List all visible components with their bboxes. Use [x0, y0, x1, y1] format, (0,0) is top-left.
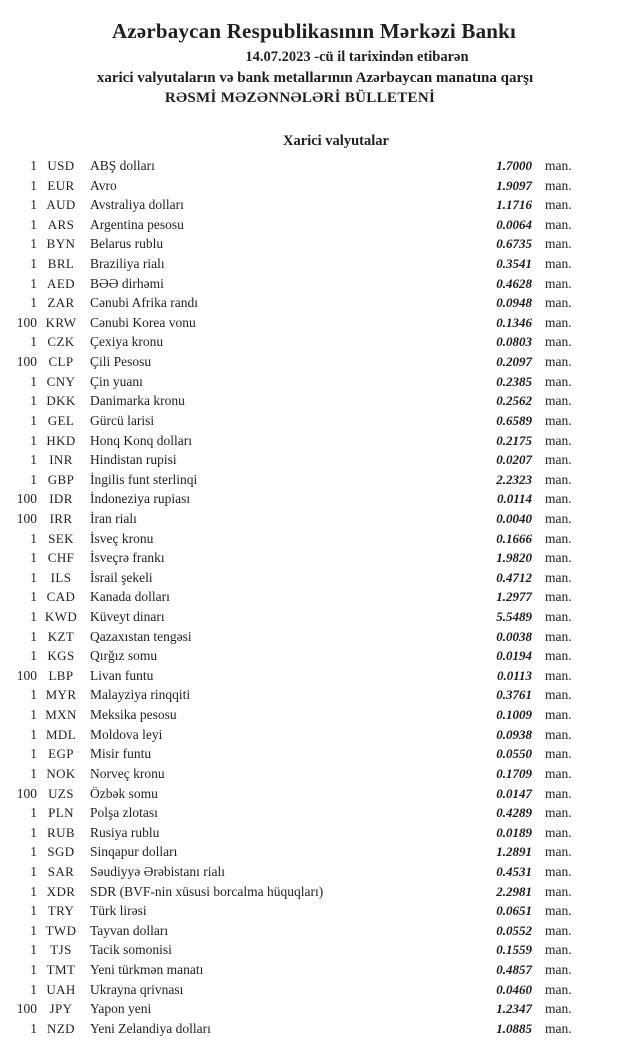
currency-name: ABŞ dolları	[90, 158, 155, 173]
currency-row	[0, 156, 620, 176]
unit-label: man.	[545, 785, 572, 801]
currency-name: İsveçrə frankı	[90, 550, 165, 566]
currency-row	[0, 705, 620, 725]
currency-name: Moldova leyi	[90, 726, 163, 742]
unit-label: man.	[545, 452, 572, 468]
currency-name: Honq Konq dolları	[90, 432, 192, 448]
currency-code: KGS	[47, 648, 75, 664]
unit-label: man.	[545, 609, 572, 625]
currency-code: MYR	[45, 687, 77, 703]
currency-code: CNY	[46, 373, 76, 389]
currency-name: Misir funtu	[90, 746, 152, 762]
currency-name: Yapon yeni	[90, 1001, 152, 1017]
currency-name: Ukrayna qrivnası	[90, 981, 184, 997]
currency-row	[0, 646, 620, 666]
rate-value: 1.1716	[496, 197, 532, 213]
unit-label: man.	[545, 275, 572, 291]
currency-code: UAH	[46, 981, 76, 997]
currency-row	[0, 803, 620, 823]
currency-code: AUD	[46, 197, 76, 213]
rate-value: 0.1666	[496, 530, 532, 546]
currency-code: CZK	[47, 334, 75, 350]
currency-row	[0, 823, 620, 843]
bank-title: Azərbaycan Respublikasının Mərkəzi Bankı	[111, 19, 517, 43]
currency-name: SDR (BVF-nin xüsusi borcalma hüquqları)	[90, 883, 324, 899]
rate-value: 0.0948	[496, 295, 532, 311]
unit-label: man.	[545, 334, 572, 350]
currency-row	[0, 744, 620, 764]
currency-row	[0, 372, 620, 392]
currency-name: Avstraliya dolları	[90, 197, 184, 213]
currency-row	[0, 489, 620, 509]
rate-value: 0.0552	[496, 922, 532, 938]
currency-row	[0, 882, 620, 902]
currency-name: Qırğız somu	[90, 648, 158, 664]
quantity: 1	[30, 295, 37, 311]
quantity: 1	[30, 707, 37, 723]
currency-row	[0, 450, 620, 470]
currency-code: CLP	[48, 354, 74, 370]
currency-row	[0, 568, 620, 588]
rate-value: 0.0147	[496, 785, 532, 801]
unit-label: man.	[545, 707, 572, 723]
unit-label: man.	[545, 863, 572, 879]
quantity: 1	[30, 648, 37, 664]
unit-label: man.	[545, 1020, 572, 1036]
currency-name: Tacik somonisi	[90, 942, 172, 958]
quantity: 100	[16, 667, 37, 683]
rate-value: 0.0038	[496, 628, 532, 644]
currency-name: Yeni Zelandiya dolları	[90, 1020, 211, 1036]
rate-value: 0.0460	[496, 981, 532, 997]
currency-name: Yeni türkmən manatı	[90, 961, 204, 977]
currency-name: İndoneziya rupiası	[90, 491, 191, 507]
currency-code: GBP	[47, 471, 75, 487]
currency-code: KZT	[47, 628, 75, 644]
currency-code: TRY	[47, 903, 75, 919]
currency-name: Danimarka kronu	[90, 393, 185, 409]
unit-label: man.	[545, 961, 572, 977]
unit-label: man.	[545, 550, 572, 566]
currency-code: TJS	[50, 942, 72, 958]
rate-value: 0.2562	[496, 393, 532, 409]
currency-row	[0, 293, 620, 313]
quantity: 1	[30, 942, 37, 958]
currency-row	[0, 215, 620, 235]
unit-label: man.	[545, 765, 572, 781]
currency-name: İngilis funt sterlinqi	[90, 471, 198, 487]
currency-row	[0, 999, 620, 1019]
currency-code: GEL	[47, 412, 75, 428]
unit-label: man.	[545, 824, 572, 840]
unit-label: man.	[545, 648, 572, 664]
unit-label: man.	[545, 903, 572, 919]
currency-code: AED	[47, 275, 75, 291]
rate-value: 0.0189	[496, 824, 532, 840]
currency-name: Polşa zlotası	[90, 805, 158, 821]
rate-value: 1.9820	[496, 550, 532, 566]
rate-value: 0.3541	[496, 256, 532, 272]
unit-label: man.	[545, 510, 572, 526]
currency-name: Türk lirəsi	[90, 903, 147, 919]
currency-code: USD	[47, 158, 75, 173]
currency-code: MDL	[45, 726, 77, 742]
unit-label: man.	[545, 432, 572, 448]
currency-code: KWD	[44, 609, 78, 625]
currency-name: Braziliya rialı	[90, 256, 165, 272]
rate-value: 0.6589	[496, 412, 532, 428]
currency-name: Livan funtu	[90, 667, 154, 683]
currency-row	[0, 234, 620, 254]
rate-value: 0.0803	[496, 334, 532, 350]
section-title-foreign-currencies: Xarici valyutalar	[283, 133, 389, 149]
rate-value: 0.1009	[496, 707, 532, 723]
currency-name: BƏƏ dirhəmi	[90, 275, 164, 291]
quantity: 1	[30, 412, 37, 428]
quantity: 1	[30, 334, 37, 350]
currency-name: Hindistan rupisi	[90, 452, 177, 468]
currency-row	[0, 764, 620, 784]
unit-label: man.	[545, 981, 572, 997]
rate-value: 0.0113	[496, 667, 532, 683]
currency-code: RUB	[47, 824, 75, 840]
currency-row	[0, 431, 620, 451]
quantity: 1	[30, 628, 37, 644]
quantity: 1	[30, 981, 37, 997]
rate-value: 1.9097	[496, 177, 532, 193]
currency-row	[0, 195, 620, 215]
unit-label: man.	[545, 354, 572, 370]
currency-name: Gürcü larisi	[90, 412, 155, 428]
currency-row	[0, 548, 620, 568]
currency-code: ILS	[50, 569, 72, 585]
currency-code: SEK	[48, 530, 74, 546]
currency-name: Tayvan dolları	[90, 922, 169, 938]
currency-code: SGD	[47, 844, 75, 860]
quantity: 1	[30, 275, 37, 291]
currency-code: BRL	[47, 256, 75, 272]
rate-value: 0.0194	[496, 648, 532, 664]
rate-value: 2.2981	[496, 883, 532, 899]
rate-value: 2.2323	[496, 471, 532, 487]
bulletin-title: RƏSMİ MƏZƏNNƏLƏRİ BÜLLETENİ	[164, 90, 436, 106]
unit-label: man.	[545, 412, 572, 428]
currency-row	[0, 470, 620, 490]
unit-label: man.	[545, 393, 572, 409]
currency-row	[0, 274, 620, 294]
currency-row	[0, 980, 620, 1000]
unit-label: man.	[545, 569, 572, 585]
unit-label: man.	[545, 373, 572, 389]
quantity: 1	[30, 844, 37, 860]
quantity: 1	[30, 569, 37, 585]
currency-row	[0, 411, 620, 431]
rate-value: 0.0114	[496, 491, 532, 507]
currency-row	[0, 607, 620, 627]
rate-value: 0.1559	[496, 942, 532, 958]
unit-label: man.	[545, 746, 572, 762]
rate-value: 1.2347	[496, 1001, 532, 1017]
currency-row	[0, 685, 620, 705]
unit-label: man.	[545, 471, 572, 487]
currency-row	[0, 666, 620, 686]
rate-value: 0.6735	[496, 236, 532, 252]
quantity: 1	[30, 1020, 37, 1036]
currency-name: İran rialı	[90, 510, 137, 526]
currency-name: Çin yuanı	[90, 373, 143, 389]
rate-value: 0.0938	[496, 726, 532, 742]
unit-label: man.	[545, 589, 572, 605]
unit-label: man.	[545, 295, 572, 311]
currency-code: BYN	[46, 236, 76, 252]
unit-label: man.	[545, 1001, 572, 1017]
quantity: 1	[30, 256, 37, 272]
currency-row	[0, 352, 620, 372]
currency-name: Cənubi Korea vonu	[90, 314, 196, 330]
currency-code: JPY	[49, 1001, 73, 1017]
subtitle-line: xarici valyutaların və bank metallarının Azərbaycan manatına qarşı	[96, 70, 534, 86]
unit-label: man.	[545, 726, 572, 742]
quantity: 1	[30, 805, 37, 821]
currency-name: Cənubi Afrika randı	[90, 295, 198, 311]
quantity: 1	[30, 746, 37, 762]
rate-value: 0.2097	[496, 354, 532, 370]
quantity: 1	[30, 726, 37, 742]
unit-label: man.	[545, 844, 572, 860]
rate-value: 0.4531	[496, 863, 532, 879]
currency-code: TMT	[46, 961, 76, 977]
unit-label: man.	[545, 667, 572, 683]
currency-row	[0, 529, 620, 549]
rate-value: 0.0207	[496, 452, 532, 468]
rate-value: 1.2977	[496, 589, 532, 605]
rate-value: 0.1709	[496, 765, 532, 781]
currency-name: Malayziya rinqqiti	[90, 687, 191, 703]
unit-label: man.	[545, 922, 572, 938]
currency-name: Çexiya kronu	[90, 334, 164, 350]
currency-row	[0, 862, 620, 882]
unit-label: man.	[545, 177, 572, 193]
currency-row	[0, 725, 620, 745]
unit-label: man.	[545, 197, 572, 213]
currency-name: Argentina pesosu	[90, 216, 184, 232]
currency-code: CAD	[46, 589, 76, 605]
currency-name: Norveç kronu	[90, 765, 165, 781]
quantity: 1	[30, 158, 37, 173]
rate-value: 0.1346	[496, 314, 532, 330]
quantity: 1	[30, 197, 37, 213]
currency-name: Meksika pesosu	[90, 707, 177, 723]
rate-value: 0.0040	[496, 510, 532, 526]
currency-row	[0, 313, 620, 333]
quantity: 100	[16, 785, 37, 801]
quantity: 100	[16, 1001, 37, 1017]
currency-row	[0, 332, 620, 352]
currency-name: Özbək somu	[90, 785, 158, 801]
currency-name: Sinqapur dolları	[90, 844, 178, 860]
quantity: 1	[30, 609, 37, 625]
unit-label: man.	[545, 530, 572, 546]
currency-code: NOK	[46, 765, 76, 781]
currency-row	[0, 784, 620, 804]
currency-code: ZAR	[47, 295, 75, 311]
quantity: 1	[30, 863, 37, 879]
quantity: 1	[30, 177, 37, 193]
quantity: 1	[30, 903, 37, 919]
currency-code: NZD	[47, 1020, 75, 1036]
unit-label: man.	[545, 628, 572, 644]
currency-code: EUR	[47, 177, 75, 193]
quantity: 1	[30, 216, 37, 232]
currency-row	[0, 960, 620, 980]
rate-value: 0.2385	[496, 373, 532, 389]
currency-row	[0, 509, 620, 529]
currency-name: Qazaxıstan tengəsi	[90, 628, 192, 644]
quantity: 1	[30, 393, 37, 409]
rate-value: 0.4712	[496, 569, 532, 585]
currency-code: DKK	[46, 393, 76, 409]
rates-table	[0, 156, 620, 1038]
currency-row	[0, 901, 620, 921]
currency-name: İsrail şekeli	[90, 569, 153, 585]
unit-label: man.	[545, 256, 572, 272]
unit-label: man.	[545, 314, 572, 330]
currency-code: TWD	[45, 922, 77, 938]
rate-value: 0.0064	[496, 216, 532, 232]
currency-name: Avro	[90, 177, 117, 193]
currency-code: EGP	[48, 746, 74, 762]
rate-value: 0.4857	[496, 961, 532, 977]
quantity: 1	[30, 589, 37, 605]
unit-label: man.	[545, 216, 572, 232]
quantity: 1	[30, 452, 37, 468]
quantity: 1	[30, 550, 37, 566]
rate-value: 0.0651	[496, 903, 532, 919]
currency-code: CHF	[47, 550, 75, 566]
quantity: 1	[30, 471, 37, 487]
currency-code: LBP	[48, 667, 74, 683]
quantity: 1	[30, 432, 37, 448]
rate-value: 5.5489	[496, 609, 532, 625]
rate-value: 0.0550	[496, 746, 532, 762]
unit-label: man.	[545, 942, 572, 958]
rate-value: 1.2891	[496, 844, 532, 860]
quantity: 100	[16, 314, 37, 330]
rate-value: 0.4289	[496, 805, 532, 821]
quantity: 1	[30, 961, 37, 977]
currency-row	[0, 176, 620, 196]
currency-name: Rusiya rublu	[90, 824, 160, 840]
currency-name: Kanada dolları	[90, 589, 170, 605]
currency-row	[0, 1019, 620, 1039]
currency-row	[0, 940, 620, 960]
currency-name: Səudiyyə Ərəbistanı rialı	[90, 863, 225, 879]
currency-name: Belarus rublu	[90, 236, 164, 252]
quantity: 100	[16, 354, 37, 370]
currency-code: UZS	[48, 785, 74, 801]
currency-row	[0, 254, 620, 274]
unit-label: man.	[545, 236, 572, 252]
currency-name: Çili Pesosu	[90, 354, 152, 370]
rate-value: 1.0885	[496, 1020, 532, 1036]
currency-code: PLN	[48, 805, 74, 821]
currency-code: IRR	[49, 510, 73, 526]
rate-value: 1.7000	[496, 158, 532, 173]
unit-label: man.	[545, 805, 572, 821]
currency-code: SAR	[47, 863, 75, 879]
currency-code: IDR	[49, 491, 73, 507]
rate-value: 0.4628	[496, 275, 532, 291]
unit-label: man.	[545, 687, 572, 703]
unit-label: man.	[545, 491, 572, 507]
currency-code: ARS	[47, 216, 75, 232]
currency-row	[0, 587, 620, 607]
rate-value: 0.3761	[496, 687, 532, 703]
quantity: 1	[30, 236, 37, 252]
currency-code: MXN	[45, 707, 77, 723]
currency-row	[0, 391, 620, 411]
unit-label: man.	[545, 158, 572, 173]
quantity: 1	[30, 530, 37, 546]
currency-code: HKD	[46, 432, 76, 448]
currency-code: INR	[49, 452, 73, 468]
rate-value: 0.2175	[496, 432, 532, 448]
quantity: 1	[30, 373, 37, 389]
quantity: 100	[16, 491, 37, 507]
unit-label: man.	[545, 883, 572, 899]
currency-row	[0, 921, 620, 941]
quantity: 1	[30, 765, 37, 781]
quantity: 1	[30, 922, 37, 938]
effective-date-line: 14.07.2023 -cü il tarixindən etibarən	[245, 49, 469, 65]
currency-name: Küveyt dinarı	[90, 609, 165, 625]
currency-row	[0, 627, 620, 647]
document-header	[0, 0, 620, 107]
currency-code: KRW	[45, 314, 77, 330]
quantity: 1	[30, 883, 37, 899]
quantity: 100	[16, 510, 37, 526]
currency-code: XDR	[46, 883, 76, 899]
quantity: 1	[30, 824, 37, 840]
currency-row	[0, 842, 620, 862]
currency-name: İsveç kronu	[90, 530, 154, 546]
quantity: 1	[30, 687, 37, 703]
